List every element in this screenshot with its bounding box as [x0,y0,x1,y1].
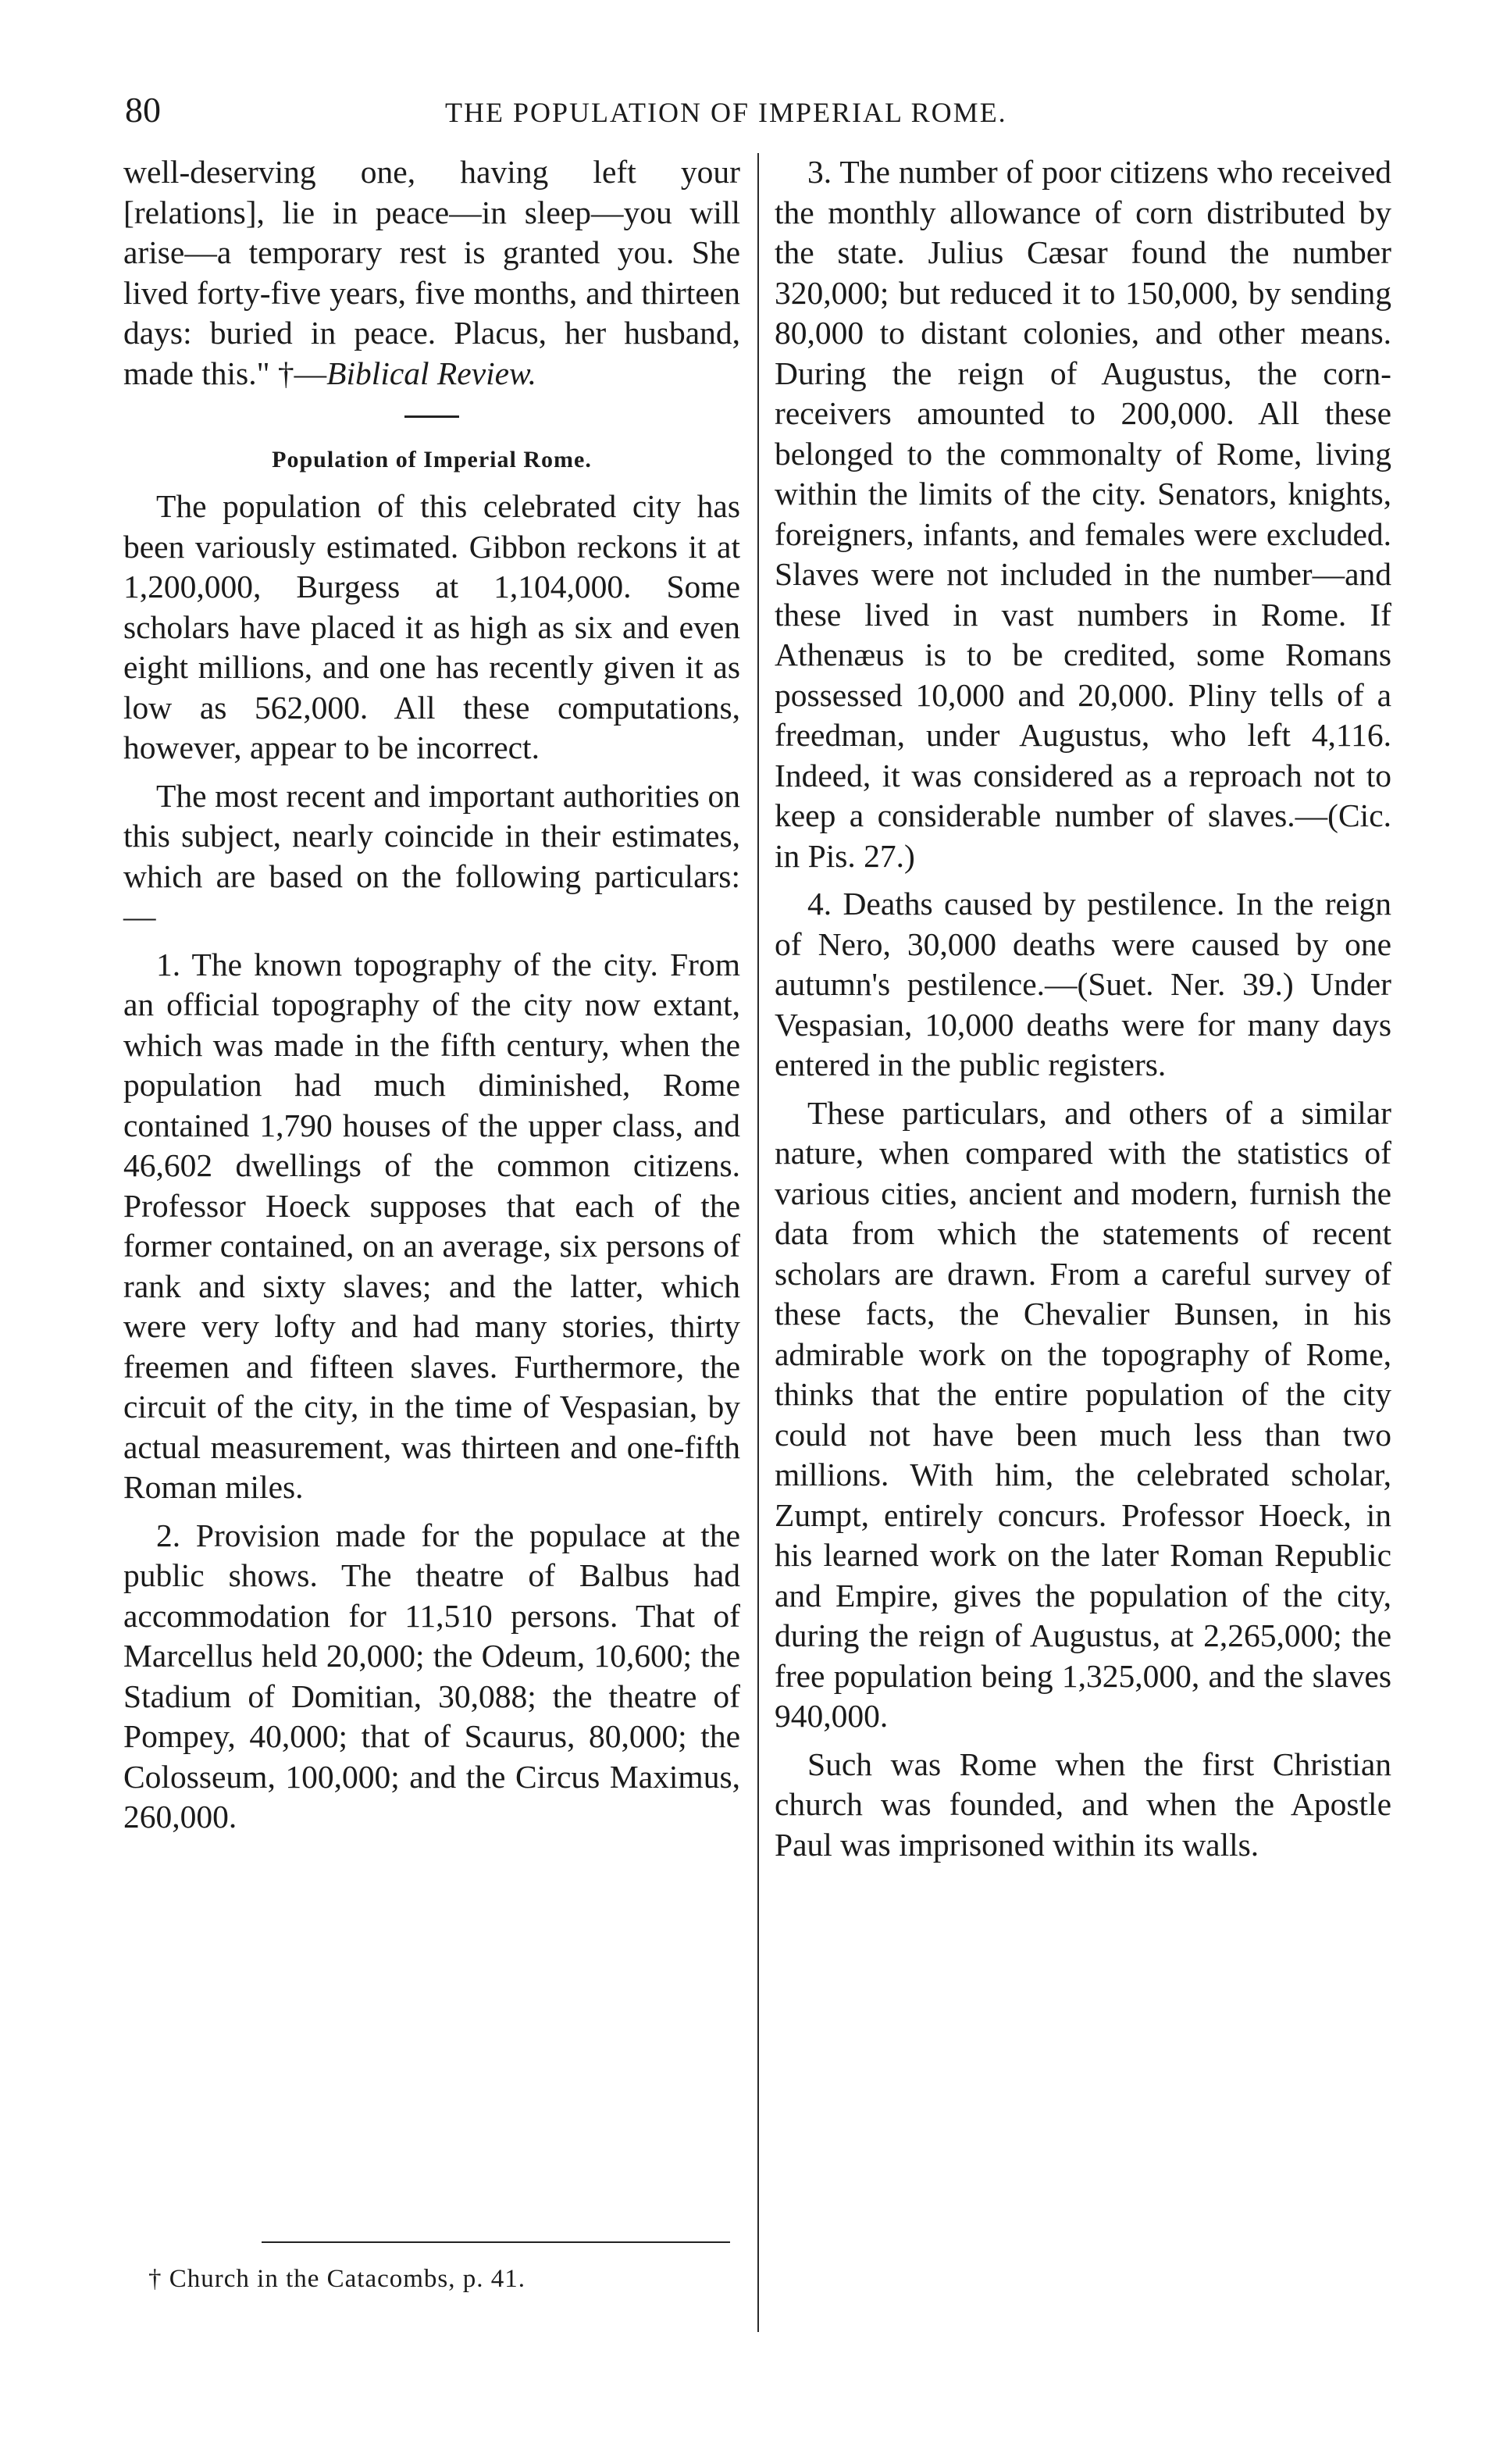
epitaph-ending [123,152,740,394]
left-column [123,152,740,1838]
paragraph: Such was Rome when the first Christian church was founded, and when the Apostle Paul was imprisoned within its walls. [775,1745,1391,1863]
paragraph: These particulars, and others of a similar nature, when compared with the statistics of various cities, ancient and modern, furnish the data from which the statements of recent scholars are drawn. From a careful survey of these facts, the Chevalier Bunsen, in his admirable work on the topography of Rome, thinks that the entire population of the city could not have been much less than two millions. With him, the celebrated scholar, Zumpt, entirely concurs. Professor Hoeck, in his learned work on the later Roman Republic and Empire, gives the population of the city, during the reign of Augustus, at 2,265,000; the free population being 1,325,000, and the slaves 940,000. [775,1094,1391,1734]
paragraph: The population of this celebrated city has been variously estimated. Gibbon reckons it at 1,200,000, Burgess at 1,104,000. Some scholars have placed it as high as six and even eight millions, and one has recently given it as low as 562,000. All these computations, however, appear to be incorrect. [123,488,740,765]
section-heading: Population of Imperial Rome. [272,447,592,472]
epitaph-text: well-deserving one, having left your [relations], lie in peace—in sleep—you will arise—a temporary rest is granted you. She lived forty-five years, five months, and thirteen days: buried in peace. Placus, her husband, made this." †— [123,154,740,391]
page-header [125,92,1327,139]
running-title: THE POPULATION OF IMPERIAL ROME. [445,97,1007,128]
column-rule [757,153,759,2332]
paragraph: 1. The known topography of the city. From an official topography of the city now extant, which was made in the fifth century, when the population had much diminished, Rome contained 1,790 houses of the upper class, and 46,602 dwellings of the common citizens. Professor Hoeck supposes that each of the former contained, on an average, six persons of rank and sixty slaves; and the latter, which were very lofty and had many stories, thirty freemen and fifteen slaves. Furthermore, the circuit of the city, in the time of Vespasian, by actual measurement, was thirteen and one-fifth Roman miles. [123,946,740,1505]
paragraph: 4. Deaths caused by pestilence. In the reign of Nero, 30,000 deaths were caused by one autumn's pestilence.—(Suet. Ner. 39.) Under Vespasian, 10,000 deaths were for many days entered in the public registers. [775,886,1391,1082]
paragraph: 2. Provision made for the populace at the public shows. The theatre of Balbus had accommodation for 11,510 persons. That of Marcellus held 20,000; the Odeum, 10,600; the Stadium of Domitian, 30,088; the theatre of Pompey, 40,000; that of Scaurus, 80,000; the Colosseum, 100,000; and the Circus Maximus, 260,000. [123,1517,740,1835]
footnote-rule [262,2241,730,2243]
epitaph-source: Biblical Review. [326,355,537,391]
section-divider [404,415,459,418]
page-number: 80 [125,90,161,130]
paragraph: 3. The number of poor citizens who received the monthly allowance of corn distributed by the state. Julius Cæsar found the number 320,000; but reduced it to 150,000, by sending 80,000 to distant colonies, and other means. During the reign of Augustus, the corn-receivers amounted to 200,000. All these belonged to the commonalty of Rome, living within the limits of the city. Senators, knights, foreigners, infants, and females were excluded. Slaves were not included in the number—and these lived in vast numbers in Rome. If Athenæus is to be credited, some Romans possessed 10,000 and 20,000. Pliny tells of a freedman, under Augustus, who left 4,116. Indeed, it was considered as a reproach not to keep a considerable number of slaves.—(Cic. in Pis. 27.) [775,154,1391,874]
footnote: † Church in the Catacombs, p. 41. [148,2265,526,2293]
paragraph: The most recent and important authorities on this subject, nearly coincide in their estimates, which are based on the following particulars:— [123,777,740,934]
right-column [775,152,1391,1865]
